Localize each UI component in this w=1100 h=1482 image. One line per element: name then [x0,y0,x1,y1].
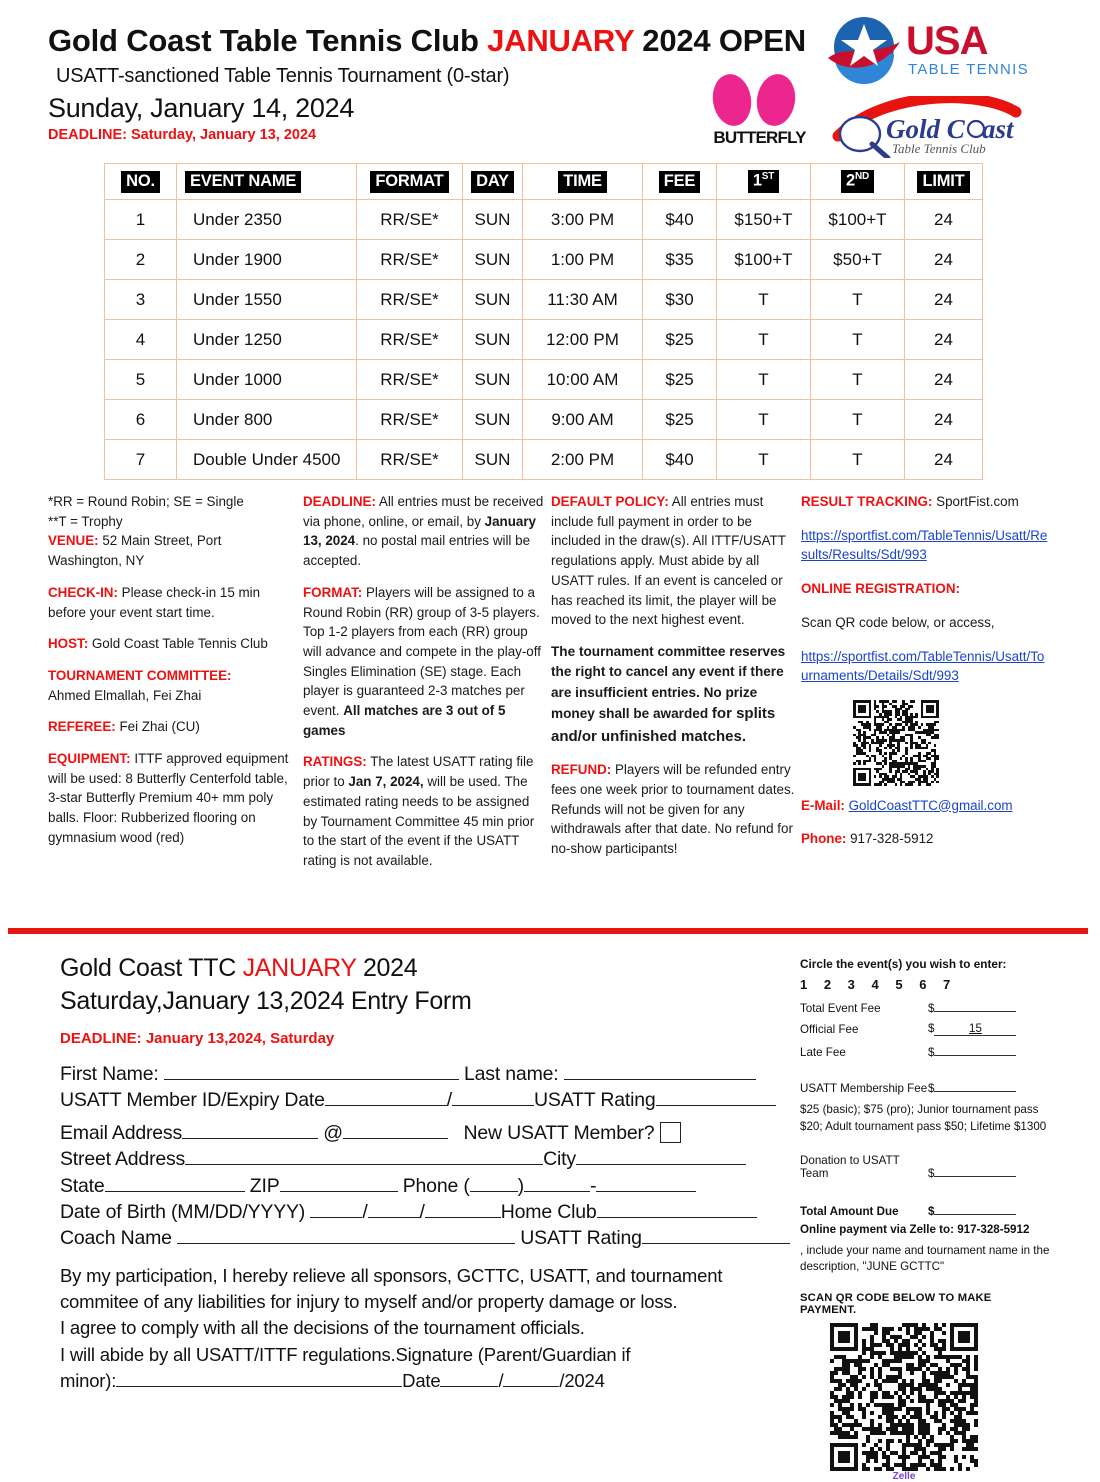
host-text: Gold Coast Table Tennis Club [88,636,268,652]
row-second: T [811,400,905,440]
header-title-block [48,24,806,143]
row-event-name: Double Under 4500 [193,449,341,469]
last-name-input[interactable] [564,1062,756,1080]
at-symbol: @ [323,1122,343,1145]
host-label: HOST: [48,636,89,652]
info-columns [0,492,1100,922]
dob-label: Date of Birth (MM/DD/YYYY) [60,1200,306,1223]
row-format: RR/SE* [357,400,463,440]
donation-label: Donation to USATT Team [800,1153,900,1180]
late-fee-label: Late Fee [800,1046,846,1059]
entry-form-title [60,952,790,1018]
email-block [801,796,1051,816]
street-address-label: Street Address [60,1148,186,1171]
dob-slash-1: / [362,1200,368,1223]
late-fee-input[interactable] [934,1043,1016,1056]
form-title-club: Gold Coast TTC [60,954,243,982]
results-url-block [801,526,1051,565]
membership-fee-amount: $ [928,1079,1050,1095]
header-day: DAY [471,171,514,193]
ratings-text-c: will be used. The estimated rating needs to be assigned by Tournament Committee 45 min prior to the start of the event if the USATT rating is not available. [303,774,535,868]
coach-rating-input[interactable] [642,1226,790,1244]
committee-block [48,666,298,705]
date-month-input[interactable] [440,1369,498,1387]
row-first: T [717,360,811,400]
row-time: 10:00 AM [523,360,643,400]
street-row [60,1146,790,1172]
last-name-label: Last name: [464,1063,559,1085]
row-time: 2:00 PM [523,440,643,480]
header-time: TIME [558,171,607,193]
row-format: RR/SE* [357,280,463,320]
total-due-amount: $ [928,1202,1050,1218]
checkin-text: Please check-in 15 min before your event start time. [48,584,261,620]
circle-events-instruction: Circle the event(s) you wish to enter: [800,957,1007,971]
legend-block [48,492,298,571]
expiry-date-input[interactable] [452,1088,534,1106]
usa-table-tennis-logo [824,14,1039,90]
row-day: SUN [463,440,523,480]
usatt-rating-label: USATT Rating [534,1089,656,1112]
row-event-name: Under 1900 [193,249,282,269]
scan-instruction: Scan QR code below, or access, [801,614,995,630]
referee-text: Fei Zhai (CU) [115,719,200,735]
header-deadline: DEADLINE: Saturday, January 13, 2024 [48,127,317,144]
header-date: Sunday, January 14, 2024 [48,93,355,124]
svg-text:TABLE TENNIS: TABLE TENNIS [908,61,1029,78]
deadline-block [303,492,546,571]
svg-text:ast: ast [982,114,1014,144]
total-event-fee-label: Total Event Fee [800,1002,881,1015]
svg-text:USA: USA [906,19,988,63]
default-policy-text: All entries must include full payment in order to be included in the draw(s). All ITTF/USATT regulations apply. Must abide by all USATT rules. If an event is canceled or has reached its limit, the player will be moved to the next highest event. [551,494,786,628]
table-row [105,320,983,360]
member-id-row [60,1087,790,1113]
fee-summary-panel [800,957,1050,1482]
format-emphasis: All matches are 3 out of 5 games [303,703,506,738]
membership-fee-row [800,1079,1050,1095]
flyer-header [0,0,1100,160]
phone-close-paren: ) [517,1174,524,1197]
refund-label: REFUND: [551,762,612,778]
svg-text:Table Tennis Club: Table Tennis Club [892,141,986,156]
table-row [105,240,983,280]
dob-slash-2: / [419,1200,425,1223]
row-format: RR/SE* [357,240,463,280]
row-first: T [717,320,811,360]
row-no: 5 [105,360,177,400]
row-fee: $35 [643,240,717,280]
zelle-note-line-2: description, "JUNE GCTTC" [800,1260,945,1274]
first-name-input[interactable] [164,1062,459,1080]
row-limit: 24 [905,360,983,400]
date-year: /2024 [559,1369,605,1391]
header-no: NO. [121,171,160,193]
default-policy-label: DEFAULT POLICY: [551,494,669,509]
membership-fee-input[interactable] [934,1079,1016,1092]
form-deadline: DEADLINE: January 13,2024, Saturday [60,1030,335,1047]
events-table-body [105,200,983,480]
ratings-block [303,752,546,870]
member-id-label: USATT Member ID/Expiry Date [60,1089,325,1112]
equipment-text: ITTF approved equipment will be used: 8 Butterfly Centerfold table, 3-star Butterfly Premium 40+ mm poly balls. Floor: Rubberized flooring on gymnasium wood (red) [48,751,289,845]
row-no: 6 [105,400,177,440]
committee-text: Ahmed Elmallah, Fei Zhai [48,687,202,703]
row-time: 12:00 PM [523,320,643,360]
zelle-payment-line: Online payment via Zelle to: 917-328-5912 [800,1222,1030,1236]
email-user-input[interactable] [182,1121,318,1139]
zelle-description-note [800,1243,1050,1277]
official-fee-amount: $ 15 [928,1022,1050,1036]
format-block [303,583,546,741]
page-title [48,24,806,58]
street-address-input[interactable] [185,1147,543,1165]
phone-value: 917-328-5912 [846,831,934,847]
row-first: T [717,280,811,320]
referee-block [48,717,298,737]
city-label: City [543,1148,576,1171]
online-registration-label: ONLINE REGISTRATION: [801,581,960,597]
official-fee-label: Official Fee [800,1023,859,1036]
new-member-label: New USATT Member? [463,1122,655,1145]
row-fee: $40 [643,440,717,480]
committee-notice-b: for splits and/or unfinished matches. [551,705,776,745]
committee-notice-a: The tournament committee reserves the right to cancel any event if there are insufficient entries. No prize money shall be awarded [551,643,786,722]
header-event-name: EVENT NAME [185,171,301,193]
membership-fee-label: USATT Membership Fee [800,1082,928,1095]
online-registration-block [801,579,1051,599]
butterfly-logo [697,74,822,152]
table-row [105,280,983,320]
deadline-date: January 13, 2024 [303,513,536,549]
info-column-format [303,492,546,871]
coach-name-input[interactable] [177,1226,515,1244]
header-subtitle: USATT-sanctioned Table Tennis Tournament (0-star) [56,65,510,88]
deadline-text-a: All entries must be received via phone, online, or email, by [303,494,544,529]
ratings-text-a: The latest USATT rating file prior to [303,754,534,790]
default-policy-block [551,492,796,630]
total-due-label: Total Amount Due [800,1204,899,1218]
events-table-header-row [105,164,983,200]
registration-url-link[interactable]: https://sportfist.com/TableTennis/Usatt/Tournaments/Details/Sdt/993 [801,648,1045,684]
legend-rr: *RR = Round Robin; SE = Single [48,494,244,509]
row-day: SUN [463,400,523,440]
date-slash-1: / [498,1369,504,1391]
state-label: State [60,1174,105,1197]
registration-url-block [801,647,1051,686]
row-fee: $30 [643,280,717,320]
total-due-input[interactable] [934,1202,1016,1215]
zip-label: ZIP [249,1174,280,1197]
table-row [105,360,983,400]
section-divider [8,928,1088,934]
events-table-container [104,163,982,480]
result-tracking-text: SportFist.com [932,494,1019,509]
dob-year-input[interactable] [425,1200,501,1218]
row-time: 11:30 AM [523,280,643,320]
row-event-name: Under 1550 [193,289,282,309]
donation-row [800,1154,1050,1180]
phone-block [801,829,1051,849]
row-limit: 24 [905,440,983,480]
total-event-fee-row [800,999,1050,1015]
form-field-list [60,1061,790,1251]
dob-row [60,1199,790,1225]
waiver-line-4: I will abide by all USATT/ITTF regulations.Signature (Parent/Guardian if [60,1343,631,1365]
email-domain-input[interactable] [343,1121,448,1139]
email-address-label: Email Address [60,1122,183,1145]
row-no: 1 [105,200,177,240]
events-table [104,163,983,480]
gold-coast-club-logo [830,96,1030,158]
legend-t: **T = Trophy [48,513,123,529]
state-row [60,1173,790,1199]
phone-label: Phone: [801,831,847,847]
new-member-checkbox[interactable] [660,1122,681,1143]
first-name-label: First Name: [60,1063,159,1085]
name-row [60,1061,790,1087]
phone-dash: - [589,1174,597,1197]
refund-block [551,760,796,859]
butterfly-wings-icon [697,74,822,126]
format-text: Players will be assigned to a Round Robin (RR) group of 3-5 players. Top 1-2 players from each (RR) group will advance and compete in the play-off Singles Elimination (SE) stage. Each player is guaranteed 2-3 matches per event. [303,584,541,719]
row-first: $150+T [717,200,811,240]
ratings-label: RATINGS: [303,754,367,770]
header-second-prize: 2ND [841,170,874,193]
venue-label: VENUE: [48,533,99,549]
coach-row [60,1225,790,1251]
title-tail: 2024 OPEN [633,23,806,58]
donation-input[interactable] [934,1164,1016,1177]
liability-waiver [60,1263,790,1394]
row-no: 7 [105,440,177,480]
header-first-prize: 1ST [748,170,779,193]
membership-note-line-1: $25 (basic); $75 (pro); Junior tournament pass [800,1103,1039,1116]
row-limit: 24 [905,320,983,360]
table-row [105,400,983,440]
row-format: RR/SE* [357,200,463,240]
late-fee-row [800,1043,1050,1059]
row-no: 3 [105,280,177,320]
info-column-policy [551,492,796,859]
table-row [105,440,983,480]
date-day-input[interactable] [503,1369,559,1387]
format-label: FORMAT: [303,584,363,600]
coach-rating-label: USATT Rating [520,1226,642,1249]
row-limit: 24 [905,280,983,320]
row-second: T [811,440,905,480]
row-second: $100+T [811,200,905,240]
slash-separator: / [446,1089,452,1112]
home-club-input[interactable] [597,1200,757,1218]
row-limit: 24 [905,400,983,440]
row-fee: $25 [643,400,717,440]
phone-prefix-input[interactable] [524,1174,590,1192]
form-title-year: 2024 [356,954,418,982]
row-day: SUN [463,280,523,320]
deadline-label: DEADLINE: [303,494,376,509]
row-format: RR/SE* [357,360,463,400]
dob-month-input[interactable] [310,1200,362,1218]
donation-amount: $ [928,1164,1050,1180]
svg-text:Gold C: Gold C [886,114,965,144]
checkin-label: CHECK-IN: [48,584,118,600]
row-format: RR/SE* [357,440,463,480]
row-first: T [717,440,811,480]
result-tracking-label: RESULT TRACKING: [801,494,933,509]
state-input[interactable] [105,1174,245,1192]
city-input[interactable] [576,1147,746,1165]
row-fee: $25 [643,360,717,400]
row-second: $50+T [811,240,905,280]
phone-line-input[interactable] [596,1174,696,1192]
row-limit: 24 [905,200,983,240]
table-row [105,200,983,240]
row-fee: $25 [643,320,717,360]
date-label: Date [402,1369,441,1391]
row-limit: 24 [905,240,983,280]
row-second: T [811,320,905,360]
entry-form-fields [60,952,790,1394]
referee-label: REFEREE: [48,719,116,735]
result-tracking-block [801,492,1051,512]
member-id-input[interactable] [325,1088,447,1106]
row-day: SUN [463,320,523,360]
row-day: SUN [463,200,523,240]
zelle-brand-label: Zelle [892,1471,916,1482]
total-event-fee-input[interactable] [934,999,1016,1012]
host-block [48,634,298,654]
row-time: 9:00 AM [523,400,643,440]
phone-field-label: Phone ( [402,1174,470,1197]
committee-notice-block [551,642,796,748]
signature-label: minor): [60,1369,117,1391]
row-event-name: Under 1000 [193,369,282,389]
row-second: T [811,360,905,400]
form-title-line2: Saturday,January 13,2024 Entry Form [60,987,472,1015]
zip-input[interactable] [280,1174,398,1192]
header-fee: FEE [659,171,701,193]
title-club: Gold Coast Table Tennis Club [48,23,488,58]
signature-input[interactable] [116,1369,402,1387]
signature-row [60,1368,790,1394]
email-row [60,1120,790,1146]
total-due-row [800,1202,1050,1218]
membership-note-line-2: $20; Adult tournament pass $50; Lifetime $1300 [800,1119,1047,1133]
row-fee: $40 [643,200,717,240]
info-column-registration [801,492,1051,849]
registration-qr-code[interactable] [853,700,1051,786]
waiver-line-3: I agree to comply with all the decisions of the tournament officials. [60,1317,585,1339]
late-fee-amount: $ [928,1043,1050,1059]
venue-text: 52 Main Street, Port Washington, NY [48,533,222,569]
membership-note [800,1102,1050,1136]
total-event-fee-amount: $ [928,999,1050,1015]
title-month: JANUARY [487,23,634,58]
email-label: E-Mail: [801,797,845,813]
row-format: RR/SE* [357,320,463,360]
payment-qr-instruction: SCAN QR CODE BELOW TO MAKE PAYMENT. [800,1292,992,1317]
refund-text: Players will be refunded entry fees one week prior to tournament dates. Refunds will not be given for any withdrawals after that date. No refund for no-show participants! [551,762,795,856]
committee-label: TOURNAMENT COMMITTEE: [48,667,232,683]
coach-name-label: Coach Name [60,1226,172,1249]
row-day: SUN [463,240,523,280]
row-no: 4 [105,320,177,360]
header-format: FORMAT [370,171,448,193]
row-time: 1:00 PM [523,240,643,280]
zelle-note-line-1: , include your name and tournament name in the [800,1243,1050,1257]
form-title-month: JANUARY [242,954,357,982]
waiver-line-2: commitee of any liabilities for injury to myself and/or property damage or loss. [60,1291,678,1313]
email-link[interactable]: GoldCoastTTC@gmail.com [848,797,1013,813]
butterfly-label: BUTTERFLY [713,128,806,147]
row-time: 3:00 PM [523,200,643,240]
official-fee-value[interactable]: 15 [934,1023,1016,1036]
row-event-name: Under 800 [193,409,273,429]
phone-area-input[interactable] [470,1174,518,1192]
usatt-rating-input[interactable] [656,1088,776,1106]
row-day: SUN [463,360,523,400]
official-fee-row [800,1022,1050,1036]
waiver-line-1: By my participation, I hereby relieve all sponsors, GCTTC, USATT, and tournament [60,1264,723,1286]
event-number-options[interactable]: 1 2 3 4 5 6 7 [800,977,957,992]
payment-qr-code[interactable] [830,1323,1050,1471]
row-no: 2 [105,240,177,280]
dob-day-input[interactable] [368,1200,420,1218]
row-first: T [717,400,811,440]
equipment-block [48,749,298,848]
row-second: T [811,280,905,320]
checkin-block [48,583,298,622]
deadline-text-c: . no postal mail entries will be accepted. [303,533,531,569]
equipment-label: EQUIPMENT: [48,751,131,767]
home-club-label: Home Club [500,1200,597,1223]
info-column-venue [48,492,298,848]
ratings-date: Jan 7, 2024, [348,774,424,790]
row-event-name: Under 1250 [193,329,282,349]
row-first: $100+T [717,240,811,280]
header-limit: LIMIT [917,171,969,193]
results-url-link[interactable]: https://sportfist.com/TableTennis/Usatt/Results/Results/Sdt/993 [801,527,1048,563]
row-event-name: Under 2350 [193,209,282,229]
